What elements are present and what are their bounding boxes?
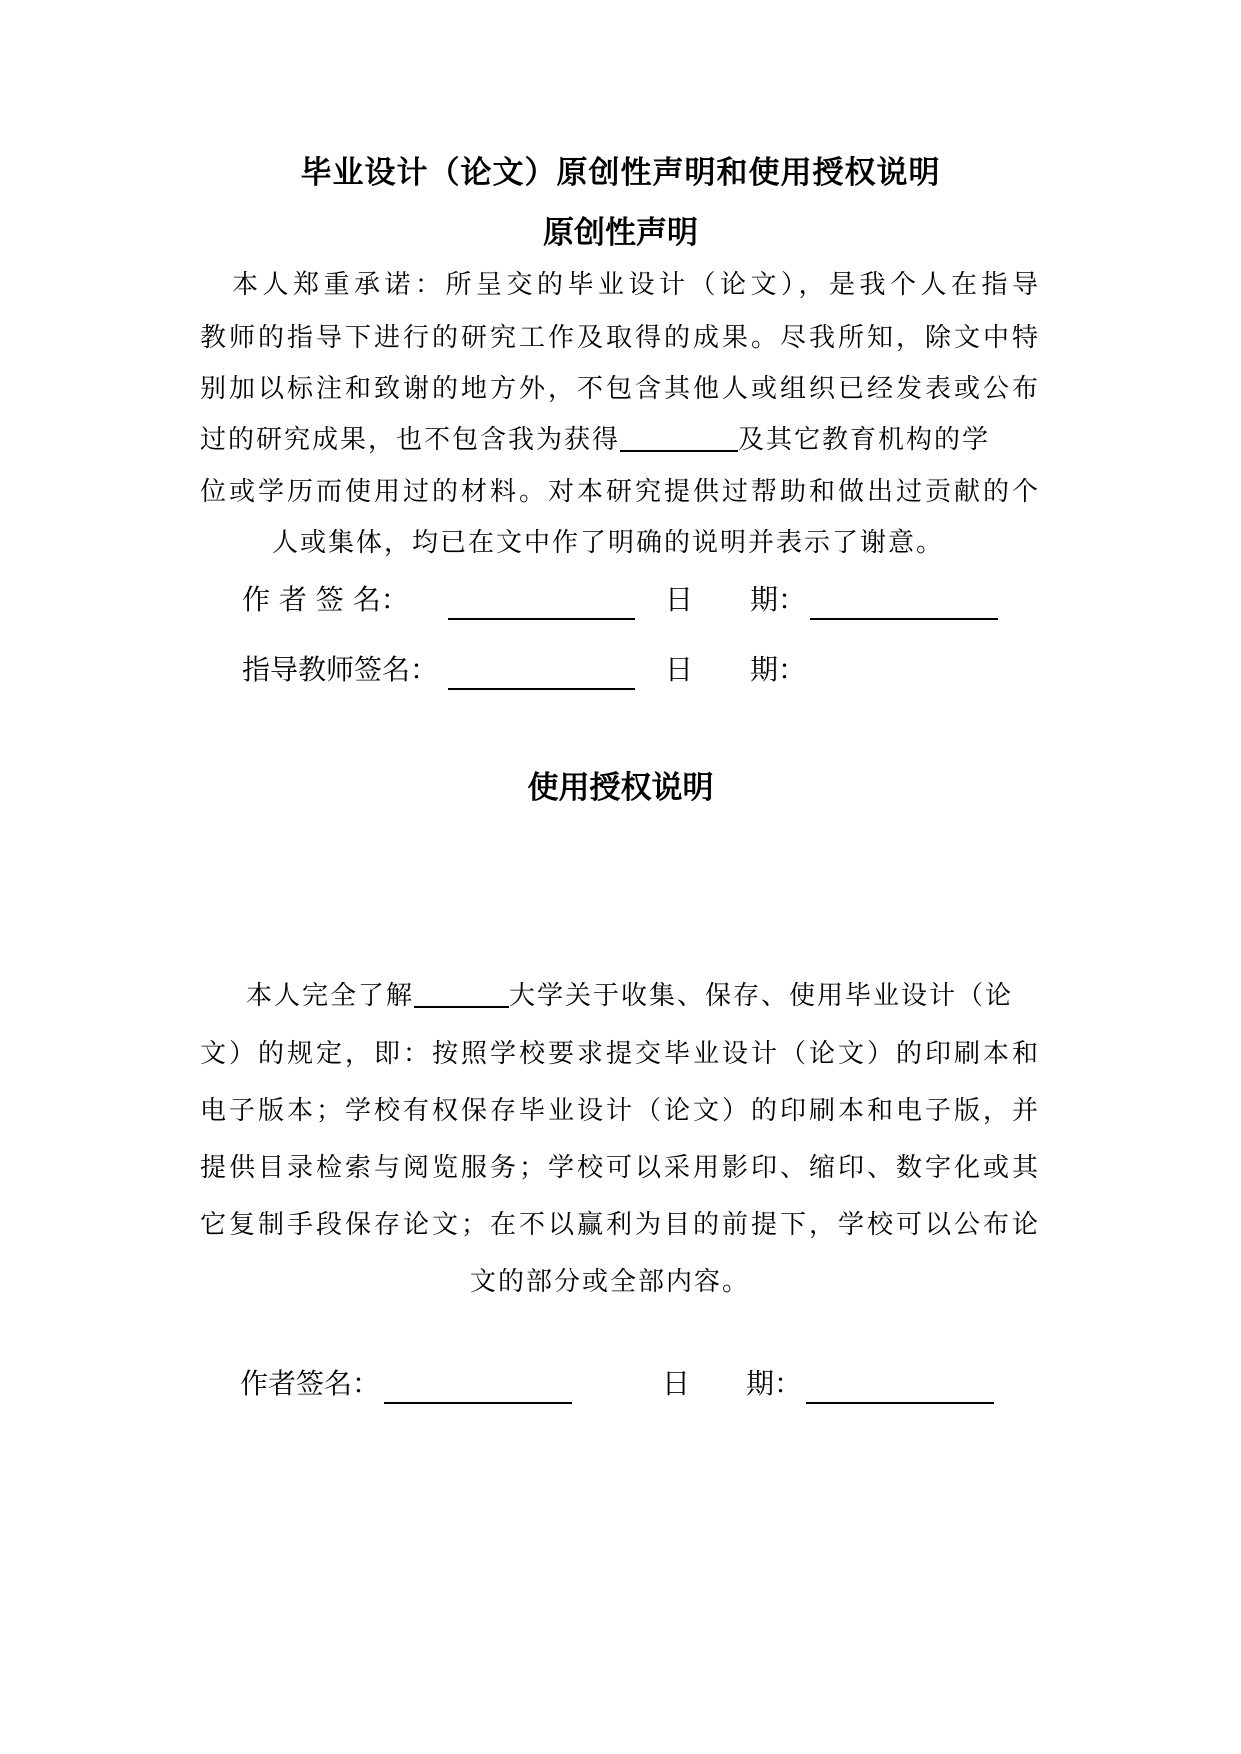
authorization-author-sign-line: [384, 1402, 572, 1404]
authorization-line-2: 文）的规定，即：按照学校要求提交毕业设计（论文）的印刷本和: [200, 1039, 1040, 1069]
authorization-line-5: 它复制手段保存论文；在不以赢利为目的前提下，学校可以公布论: [200, 1210, 1040, 1240]
authorization-line-3: 电子版本；学校有权保存毕业设计（论文）的印刷本和电子版，并: [200, 1096, 1040, 1126]
originality-line-1: 本人郑重承诺：所呈交的毕业设计（论文），是我个人在指导: [232, 270, 1040, 300]
authorization-line-1-part2: 大学关于收集、保存、使用毕业设计（论: [509, 981, 1014, 1011]
authorization-author-sign-label: 作者签名：: [240, 1367, 381, 1400]
advisor-date-label-2: 期：: [750, 653, 807, 686]
advisor-date-label-1: 日: [665, 653, 694, 686]
originality-line-4-part2: 及其它教育机构的学: [738, 425, 991, 455]
authorization-date-label-1: 日: [662, 1367, 691, 1400]
authorization-line-1-part1: 本人完全了解: [246, 981, 415, 1011]
originality-line-4-part1: 过的研究成果，也不包含我为获得: [200, 425, 621, 455]
advisor-sign-label: 指导教师签名：: [242, 653, 439, 686]
authorization-line-1: [246, 976, 1046, 1016]
originality-line-3: 别加以标注和致谢的地方外，不包含其他人或组织已经发表或公布: [200, 374, 1040, 404]
author-date-line: [810, 618, 998, 620]
authorization-line-4: 提供目录检索与阅览服务；学校可以采用影印、缩印、数字化或其: [200, 1153, 1040, 1183]
authorization-line-6: 文的部分或全部内容。: [469, 1267, 750, 1297]
originality-heading: 原创性声明: [543, 215, 698, 251]
originality-line-2: 教师的指导下进行的研究工作及取得的成果。尽我所知，除文中特: [200, 323, 1040, 353]
originality-line-6: 人或集体，均已在文中作了明确的说明并表示了谢意。: [272, 528, 945, 558]
originality-line-5: 位或学历而使用过的材料。对本研究提供过帮助和做出过贡献的个: [200, 477, 1040, 507]
university-blank: [414, 980, 509, 1008]
author-date-label-2: 期：: [750, 583, 807, 616]
author-date-label-1: 日: [665, 583, 694, 616]
author-sign-line: [448, 618, 635, 620]
originality-line-4: [200, 420, 1040, 460]
advisor-sign-line: [448, 688, 635, 690]
authorization-heading: 使用授权说明: [527, 770, 714, 806]
authorization-date-label-2: 期：: [746, 1367, 803, 1400]
document-title: 毕业设计（论文）原创性声明和使用授权说明: [300, 155, 941, 191]
degree-blank: [620, 424, 738, 452]
authorization-date-line: [806, 1402, 994, 1404]
author-sign-label: 作 者 签 名：: [242, 583, 409, 616]
